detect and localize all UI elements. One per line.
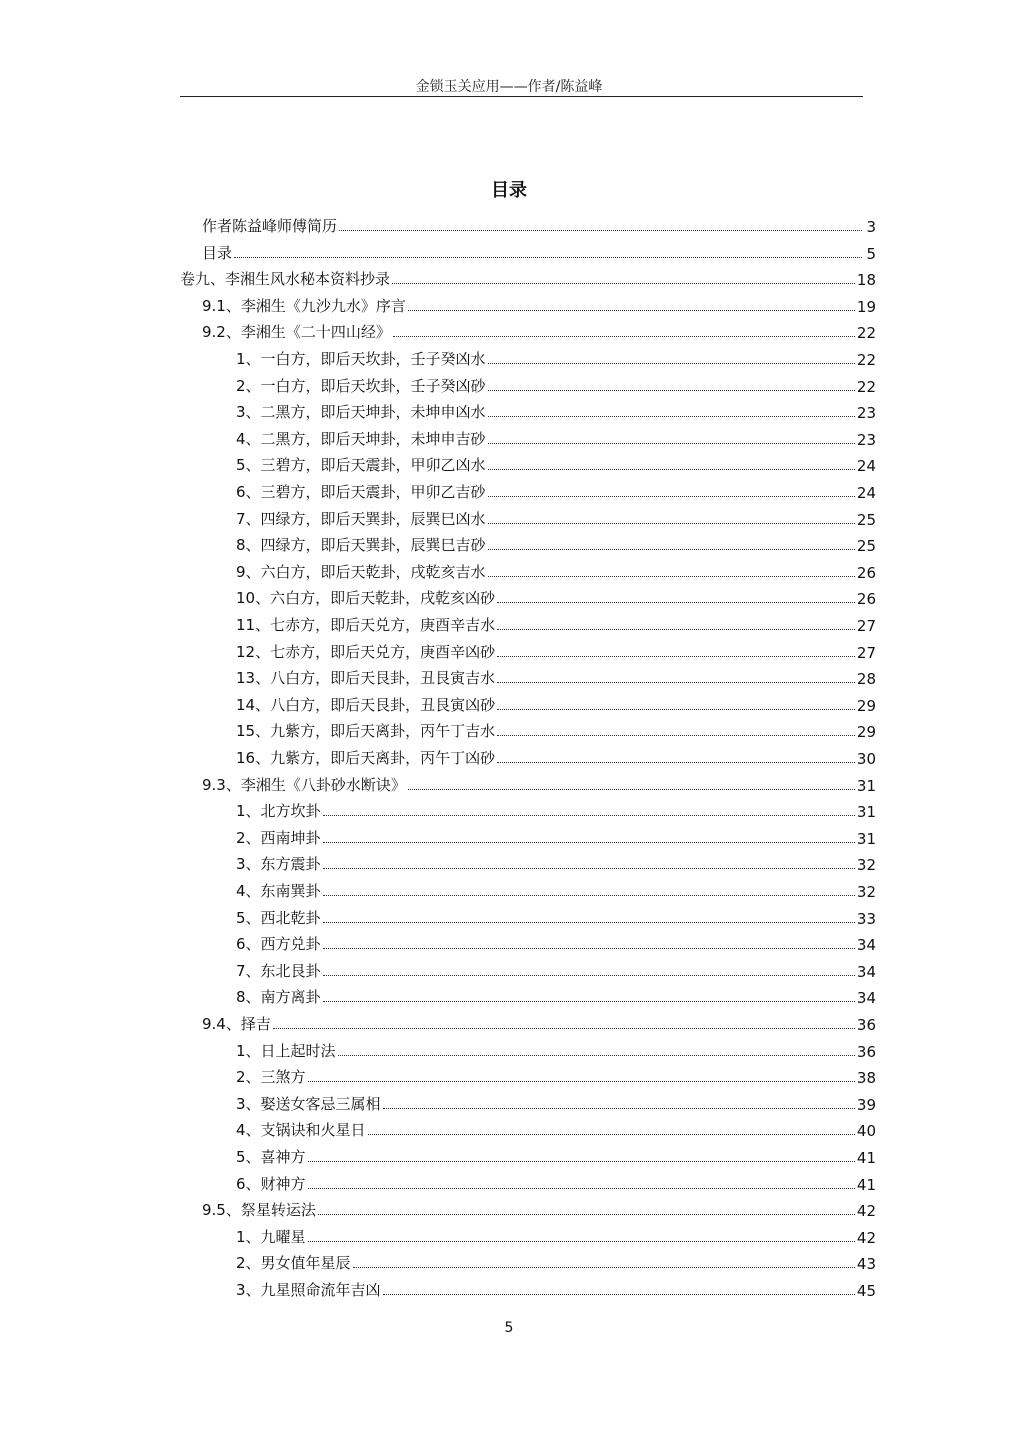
toc-entry-label: 2、西南坤卦 xyxy=(236,828,321,847)
toc-entry[interactable] xyxy=(236,582,876,608)
toc-entry[interactable] xyxy=(236,529,876,555)
toc-leader-dots xyxy=(323,842,855,843)
toc-leader-dots xyxy=(323,922,855,923)
toc-leader-dots xyxy=(488,363,855,364)
toc-entry-page: 26 xyxy=(856,563,876,582)
toc-leader-dots xyxy=(308,1081,855,1082)
toc-entry[interactable] xyxy=(236,902,876,928)
toc-entry[interactable] xyxy=(236,1274,876,1300)
toc-leader-dots xyxy=(497,735,855,736)
toc-entry-label: 4、二黑方，即后天坤卦，未坤申吉砂 xyxy=(236,429,486,448)
toc-entry-label: 6、财神方 xyxy=(236,1174,306,1193)
toc-entry-page: 23 xyxy=(856,430,876,449)
toc-entry-label: 5、西北乾卦 xyxy=(236,908,321,927)
toc-entry[interactable] xyxy=(236,928,876,954)
toc-leader-dots xyxy=(318,1214,855,1215)
toc-entry[interactable] xyxy=(236,848,876,874)
toc-leader-dots xyxy=(488,523,855,524)
toc-leader-dots xyxy=(392,283,855,284)
toc-entry[interactable] xyxy=(236,662,876,688)
toc-entry-label: 9.5、祭星转运法 xyxy=(202,1201,316,1220)
toc-entry-page: 34 xyxy=(856,936,876,955)
toc-entry-label: 14、八白方，即后天艮卦，丑艮寅凶砂 xyxy=(236,695,496,714)
toc-entry-label: 作者陈益峰师傅简历 xyxy=(202,217,338,235)
toc-leader-dots xyxy=(323,948,855,949)
toc-entry[interactable] xyxy=(180,263,876,289)
toc-entry[interactable] xyxy=(202,237,876,263)
toc-entry-label: 2、男女值年星辰 xyxy=(236,1254,351,1273)
toc-entry-label: 3、九星照命流年吉凶 xyxy=(236,1281,381,1299)
toc-entry-label: 3、二黑方，即后天坤卦，未坤申凶水 xyxy=(236,403,486,422)
toc-entry-page: 40 xyxy=(856,1122,876,1141)
toc-entry[interactable] xyxy=(236,1141,876,1167)
toc-entry-page: 24 xyxy=(856,484,876,502)
toc-entry[interactable] xyxy=(236,875,876,901)
toc-leader-dots xyxy=(408,789,855,790)
toc-entry-page: 32 xyxy=(856,883,876,901)
toc-entry-label: 12、七赤方，即后天兑方，庚酉辛凶砂 xyxy=(236,642,496,661)
toc-entry-label: 3、娶送女客忌三属相 xyxy=(236,1094,381,1113)
toc-entry-page: 32 xyxy=(856,856,876,875)
toc-entry-label: 10、六白方，即后天乾卦，戌乾亥凶砂 xyxy=(236,589,496,608)
running-header: 金锁玉关应用——作者/陈益峰 xyxy=(415,79,603,95)
toc-entry-label: 9.4、择吉 xyxy=(202,1015,271,1033)
toc-entry[interactable] xyxy=(202,290,876,316)
toc-entry[interactable] xyxy=(236,955,876,981)
toc-entry[interactable] xyxy=(236,742,876,768)
toc-entry-page: 43 xyxy=(856,1255,876,1274)
toc-entry-page: 18 xyxy=(856,271,876,290)
toc-leader-dots xyxy=(353,1267,855,1268)
toc-entry-label: 4、东南巽卦 xyxy=(236,882,321,900)
toc-entry-label: 9.1、李湘生《九沙九水》序言 xyxy=(202,296,406,315)
toc-entry-page: 22 xyxy=(856,351,876,369)
header-rule xyxy=(180,96,863,97)
toc-entry[interactable] xyxy=(236,1088,876,1114)
toc-entry[interactable] xyxy=(236,689,876,715)
toc-leader-dots xyxy=(234,257,862,258)
toc-leader-dots xyxy=(338,1055,855,1056)
toc-entry-page: 38 xyxy=(856,1069,876,1088)
toc-entry-label: 5、三碧方，即后天震卦，甲卯乙凶水 xyxy=(236,456,486,475)
toc-entry-label: 6、西方兑卦 xyxy=(236,935,321,954)
toc-leader-dots xyxy=(393,336,855,337)
toc-entry[interactable] xyxy=(236,503,876,529)
toc-leader-dots xyxy=(488,443,855,444)
toc-entry[interactable] xyxy=(236,1168,876,1194)
toc-entry-label: 9.3、李湘生《八卦砂水断诀》 xyxy=(202,775,406,794)
toc-entry-label: 目录 xyxy=(202,243,233,262)
toc-entry-page: 41 xyxy=(856,1149,876,1167)
toc-entry-page: 41 xyxy=(856,1175,876,1194)
toc-entry-label: 1、北方坎卦 xyxy=(236,802,321,821)
toc-entry-page: 36 xyxy=(856,1016,876,1034)
toc-leader-dots xyxy=(488,416,855,417)
toc-entry-page: 25 xyxy=(856,510,876,529)
toc-entry-label: 7、四绿方，即后天巽卦，辰巽巳凶水 xyxy=(236,509,486,528)
toc-leader-dots xyxy=(323,1001,855,1002)
toc-entry-page: 45 xyxy=(856,1282,876,1300)
toc-entry[interactable] xyxy=(202,1008,876,1034)
toc-leader-dots xyxy=(488,549,855,550)
toc-entry-label: 4、支锅诀和火星日 xyxy=(236,1121,366,1140)
toc-entry-label: 3、东方震卦 xyxy=(236,855,321,874)
toc-entry-page: 24 xyxy=(856,457,876,476)
toc-leader-dots xyxy=(308,1241,855,1242)
toc-entry-page: 34 xyxy=(856,989,876,1008)
toc-entry[interactable] xyxy=(202,316,876,342)
toc-leader-dots xyxy=(308,1161,855,1162)
toc-entry-page: 31 xyxy=(856,803,876,822)
toc-leader-dots xyxy=(339,230,862,231)
toc-entry-page: 31 xyxy=(856,829,876,848)
toc-entry-page: 22 xyxy=(856,324,876,343)
toc-entry[interactable] xyxy=(236,1035,876,1061)
toc-entry-page: 22 xyxy=(856,377,876,396)
toc-entry-label: 卷九、李湘生风水秘本资料抄录 xyxy=(180,270,391,289)
toc-entry-label: 9.2、李湘生《二十四山经》 xyxy=(202,323,391,342)
toc-entry-page: 25 xyxy=(856,537,876,556)
toc-leader-dots xyxy=(273,1028,855,1029)
toc-entry[interactable] xyxy=(236,1221,876,1247)
toc-entry-label: 6、三碧方，即后天震卦，甲卯乙吉砂 xyxy=(236,483,486,501)
toc-leader-dots xyxy=(497,602,855,603)
toc-leader-dots xyxy=(383,1294,855,1295)
toc-entry-page: 28 xyxy=(856,670,876,689)
toc-entry-page: 27 xyxy=(856,617,876,635)
toc-entry-page: 29 xyxy=(856,696,876,715)
toc-entry[interactable] xyxy=(202,1194,876,1220)
toc-leader-dots xyxy=(497,656,855,657)
toc-entry[interactable] xyxy=(236,715,876,741)
toc-entry[interactable] xyxy=(202,210,876,236)
toc-entry-label: 1、日上起时法 xyxy=(236,1041,336,1060)
toc-entry-page: 42 xyxy=(856,1202,876,1221)
page-title: 目录 xyxy=(491,180,527,201)
toc-entry[interactable] xyxy=(236,343,876,369)
toc-entry[interactable] xyxy=(236,795,876,821)
toc-entry-page: 42 xyxy=(856,1228,876,1247)
toc-entry[interactable] xyxy=(236,396,876,422)
toc-leader-dots xyxy=(497,682,855,683)
toc-entry-label: 16、九紫方，即后天离卦，丙午丁凶砂 xyxy=(236,749,496,767)
toc-leader-dots xyxy=(488,496,855,497)
toc-entry[interactable] xyxy=(236,449,876,475)
toc-entry[interactable] xyxy=(202,769,876,795)
toc-entry-label: 15、九紫方，即后天离卦，丙午丁吉水 xyxy=(236,722,496,741)
toc-entry[interactable] xyxy=(236,609,876,635)
toc-entry[interactable] xyxy=(236,476,876,502)
toc-leader-dots xyxy=(368,1134,855,1135)
toc-entry[interactable] xyxy=(236,1114,876,1140)
toc-leader-dots xyxy=(323,895,855,896)
toc-entry-label: 1、九曜星 xyxy=(236,1227,306,1246)
toc-entry-page: 27 xyxy=(856,643,876,662)
page-number: 5 xyxy=(504,1320,514,1336)
toc-entry[interactable] xyxy=(236,556,876,582)
toc-entry-page: 34 xyxy=(856,962,876,981)
toc-entry-page: 5 xyxy=(866,244,876,263)
toc-entry-page: 23 xyxy=(856,404,876,423)
toc-entry-page: 31 xyxy=(856,776,876,795)
toc-leader-dots xyxy=(497,762,855,763)
toc-entry-label: 2、三煞方 xyxy=(236,1068,306,1087)
toc-leader-dots xyxy=(308,1188,855,1189)
toc-entry-label: 7、东北艮卦 xyxy=(236,961,321,980)
toc-entry[interactable] xyxy=(236,636,876,662)
toc-leader-dots xyxy=(323,815,855,816)
toc-leader-dots xyxy=(383,1108,855,1109)
toc-entry[interactable] xyxy=(236,1061,876,1087)
toc-entry-page: 33 xyxy=(856,909,876,928)
toc-entry[interactable] xyxy=(236,822,876,848)
toc-leader-dots xyxy=(408,310,855,311)
toc-entry-label: 1、一白方，即后天坎卦，壬子癸凶水 xyxy=(236,350,486,368)
toc-leader-dots xyxy=(323,975,855,976)
toc-entry-label: 13、八白方，即后天艮卦，丑艮寅吉水 xyxy=(236,669,496,688)
toc-entry-label: 5、喜神方 xyxy=(236,1148,306,1166)
toc-entry-page: 30 xyxy=(856,750,876,768)
toc-entry-label: 8、四绿方，即后天巽卦，辰巽巳吉砂 xyxy=(236,536,486,555)
toc-entry-label: 9、六白方，即后天乾卦，戌乾亥吉水 xyxy=(236,562,486,581)
toc-leader-dots xyxy=(488,469,855,470)
toc-leader-dots xyxy=(488,390,855,391)
toc-entry-page: 29 xyxy=(856,723,876,742)
toc-entry-label: 11、七赤方，即后天兑方，庚酉辛吉水 xyxy=(236,616,496,634)
toc-leader-dots xyxy=(497,709,855,710)
toc-entry[interactable] xyxy=(236,423,876,449)
toc-entry-label: 2、一白方，即后天坎卦，壬子癸凶砂 xyxy=(236,376,486,395)
toc-entry-page: 3 xyxy=(866,218,876,236)
toc-entry-page: 19 xyxy=(856,297,876,316)
toc-leader-dots xyxy=(497,629,855,630)
toc-entry-page: 39 xyxy=(856,1095,876,1114)
toc-entry-page: 36 xyxy=(856,1042,876,1061)
toc-entry[interactable] xyxy=(236,1247,876,1273)
toc-leader-dots xyxy=(488,576,855,577)
toc-entry-page: 26 xyxy=(856,590,876,609)
toc-entry[interactable] xyxy=(236,370,876,396)
toc-entry[interactable] xyxy=(236,981,876,1007)
toc-entry-label: 8、南方离卦 xyxy=(236,988,321,1007)
toc-leader-dots xyxy=(323,868,855,869)
